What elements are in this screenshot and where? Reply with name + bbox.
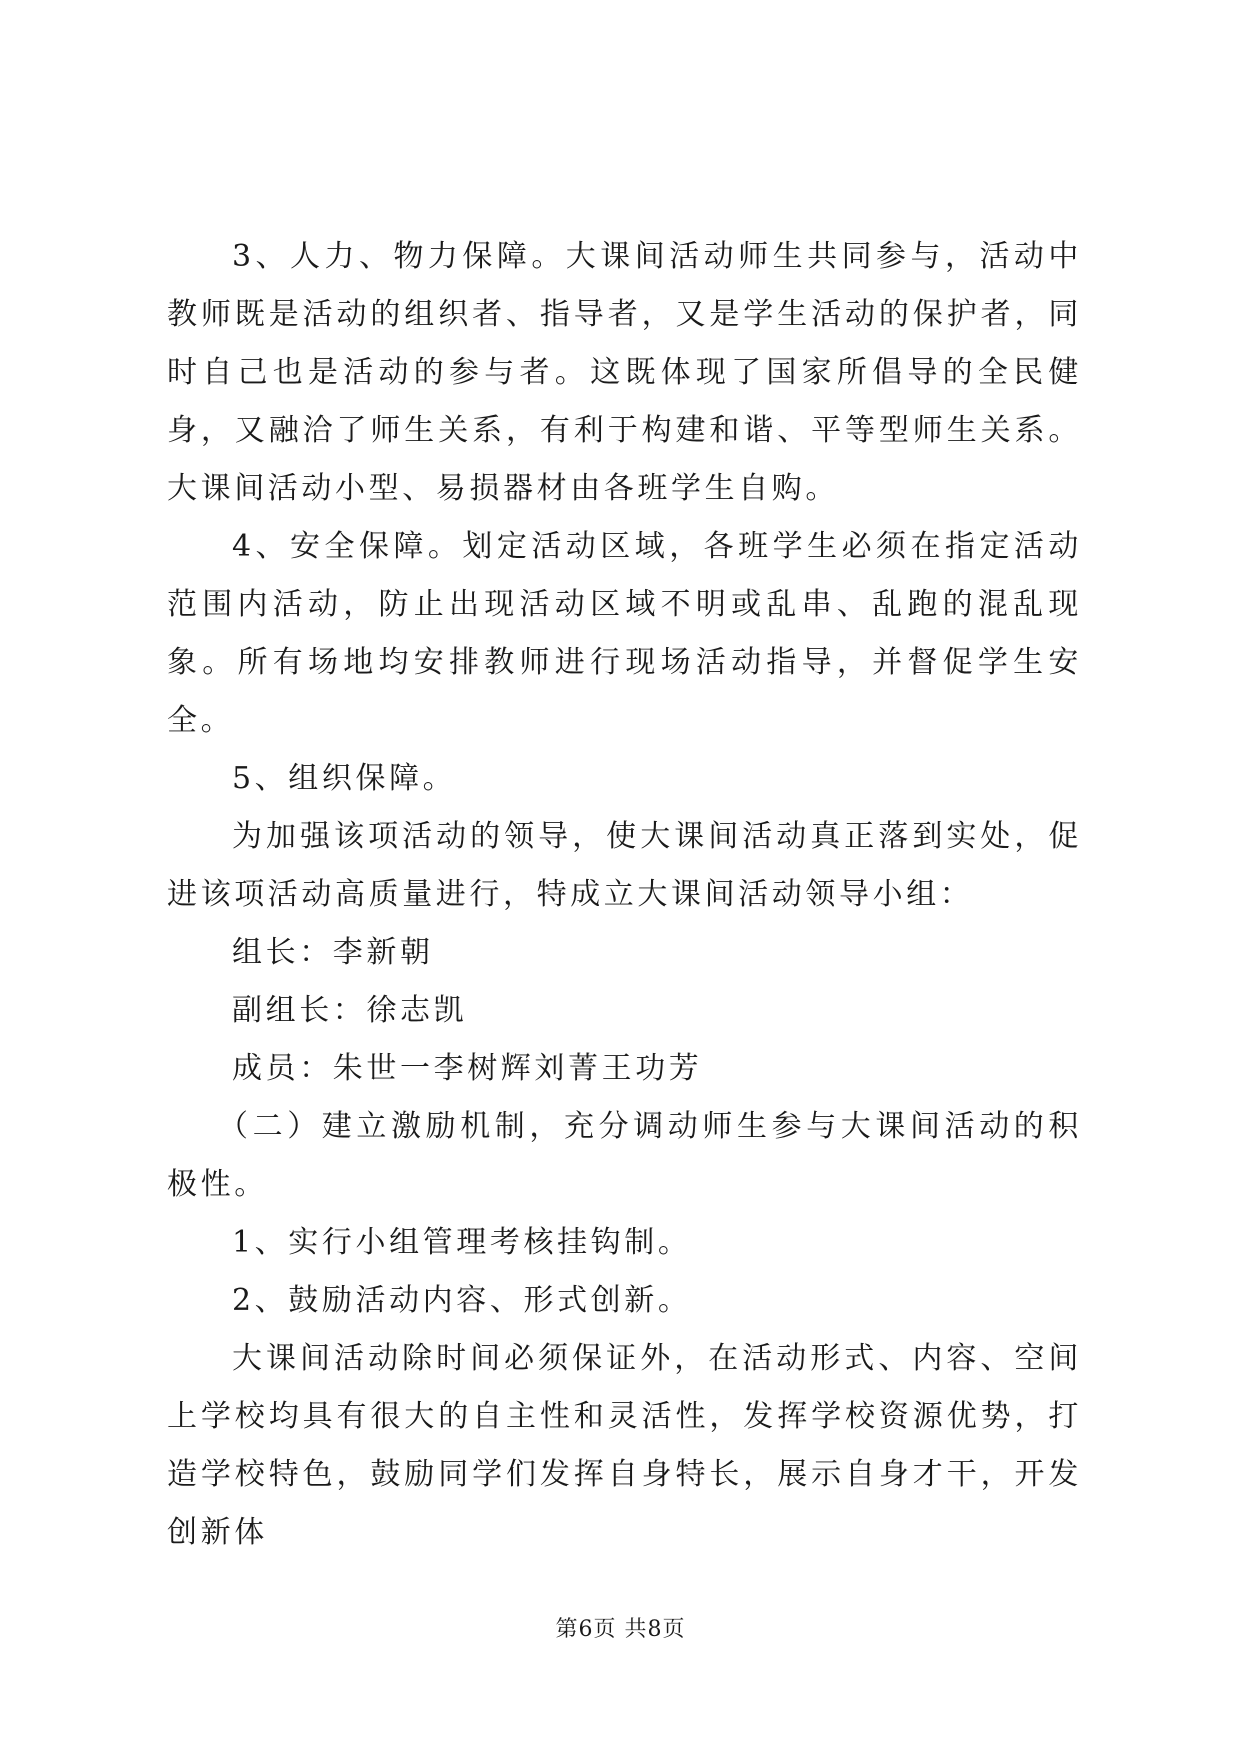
paragraph-innovation-body: 大课间活动除时间必须保证外，在活动形式、内容、空间上学校均具有很大的自主性和灵活性，发挥学校资源优势，打造学校特色，鼓励同学们发挥自身特长，展示自身才干，开发创新体 xyxy=(167,1341,1082,1550)
paragraph-innovation-heading: 2、鼓励活动内容、形式创新。 xyxy=(232,1283,692,1318)
paragraph-manpower-material: 3、人力、物力保障。大课间活动师生共同参与，活动中教师既是活动的组织者、指导者，又是学生活动的保护者，同时自己也是活动的参与者。这既体现了国家所倡导的全民健身，又融洽了师生关系，有利于构建和谐、平等型师生关系。大课间活动小型、易损器材由各班学生自购。 xyxy=(167,239,1082,506)
page-number-footer: 第6页 共8页 xyxy=(555,1617,686,1642)
paragraph-organization-heading: 5、组织保障。 xyxy=(232,761,457,796)
paragraph-deputy-leader: 副组长：徐志凯 xyxy=(232,993,468,1028)
paragraph-leadership-group: 为加强该项活动的领导，使大课间活动真正落到实处，促进该项活动高质量进行，特成立大课间活动领导小组： xyxy=(167,819,1082,912)
paragraph-safety: 4、安全保障。划定活动区域，各班学生必须在指定活动范围内活动，防止出现活动区域不明或乱串、乱跑的混乱现象。所有场地均安排教师进行现场活动指导，并督促学生安全。 xyxy=(167,529,1082,738)
document-body xyxy=(167,228,1082,1562)
paragraph-incentive-heading: （二）建立激励机制，充分调动师生参与大课间活动的积极性。 xyxy=(167,1109,1082,1202)
paragraph-assessment: 1、实行小组管理考核挂钩制。 xyxy=(232,1225,692,1260)
paragraph-group-leader: 组长：李新朝 xyxy=(232,935,434,970)
paragraph-members: 成员：朱世一李树辉刘菁王功芳 xyxy=(232,1051,703,1086)
